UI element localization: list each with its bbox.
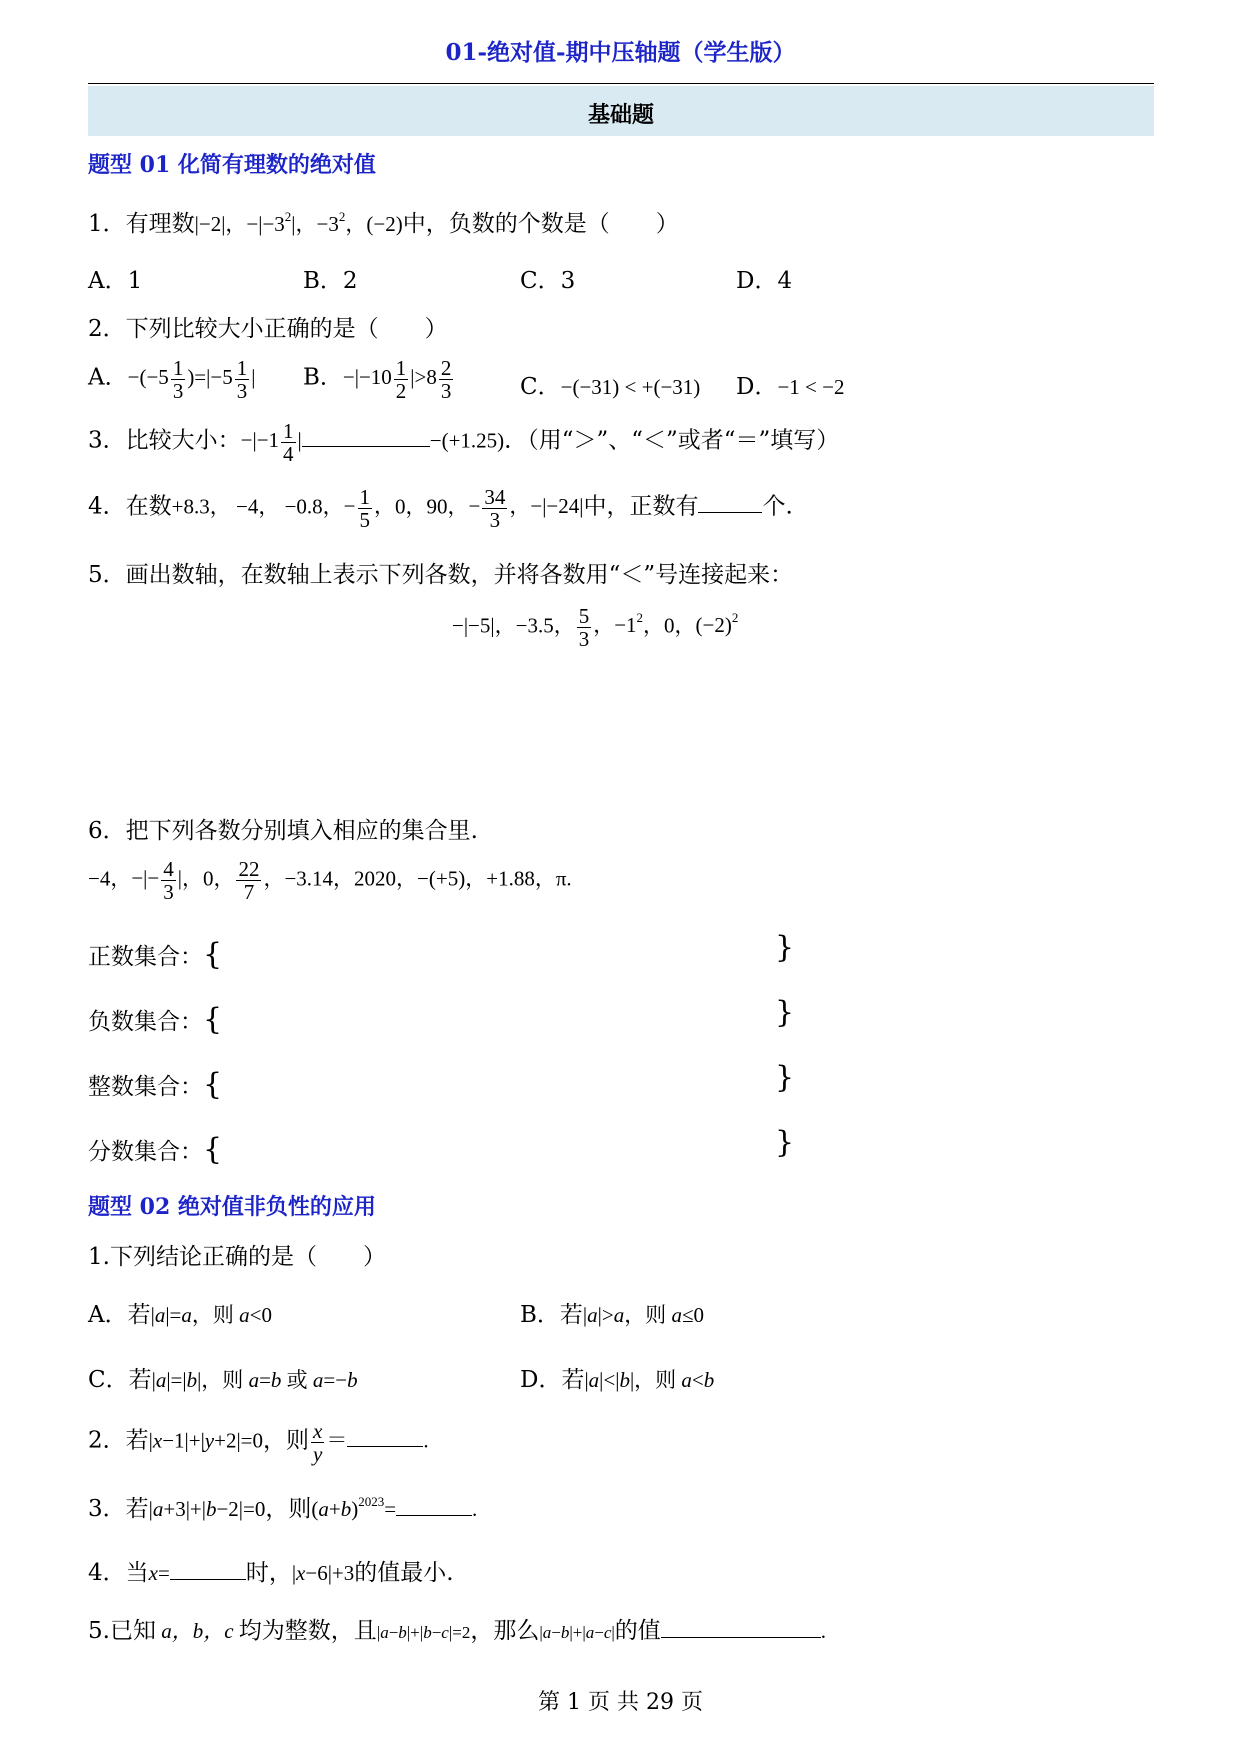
set-integer-label: 整数集合：: [88, 1074, 203, 1100]
q4-nums: +8.3， −4， −0.8，: [171, 494, 344, 519]
s2q3-blank[interactable]: [396, 1497, 472, 1516]
q4-lead: 4．在数: [88, 493, 172, 520]
document-title: 01-绝对值-期中压轴题（学生版）: [445, 39, 796, 66]
question-2-5: [88, 1612, 826, 1645]
question-1-3: [88, 420, 839, 465]
q3-expr: −|−1 $\frac{1}{4}$ |: [240, 419, 302, 467]
s2q5-tail: 的值: [614, 1618, 661, 1644]
s2q1-expr-c: |a|=|b|，则 a=b 或 a=−b: [151, 1368, 358, 1392]
s2q3-power: $(a+b)^{2023}=$: [311, 1494, 397, 1521]
question-1-4: [88, 486, 793, 531]
s2q2-lead: 2．若: [88, 1427, 149, 1454]
q2-expr-c: −(−31) < +(−31): [560, 375, 701, 399]
q4-end: 个.: [762, 493, 793, 520]
set-positive: [88, 937, 222, 972]
s2q5-mid: 均为整数，且: [238, 1618, 377, 1644]
q5-n1: −|−5|，: [452, 613, 516, 638]
q2-option-c: [520, 368, 700, 401]
q5-n4: ，0，: [643, 613, 696, 638]
s2q1-option-d: [520, 1361, 714, 1394]
s2q1-label-c: C．若: [88, 1367, 152, 1393]
q1-option-b: B．2: [303, 268, 358, 294]
set-negative-open-brace: {: [203, 1002, 223, 1037]
q5-n5: $(-2)^2$: [695, 610, 739, 638]
q3-blank[interactable]: [302, 428, 430, 447]
q6-n7: ，+1.88，π.: [465, 866, 572, 891]
q3-lead: 3．比较大小：: [88, 427, 241, 454]
s2q1-expr-d: |a|<|b|，则 a<b: [584, 1368, 715, 1392]
s2q4-expr: |x−6|+3: [291, 1561, 355, 1585]
set-fraction-label: 分数集合：: [88, 1139, 203, 1165]
q5-n3: $\frac{5}{3}$ ，$-1^2$: [578, 604, 644, 652]
set-integer-open-brace: {: [203, 1067, 223, 1102]
q6-n2: −|− $\frac{4}{3}$ |: [131, 857, 182, 905]
question-1-1: [88, 205, 679, 238]
s2q2-end: .: [423, 1428, 429, 1453]
q6-n6: −(+5): [417, 866, 466, 891]
q1-option-c: C．3: [520, 268, 576, 294]
q2-label-b: B．: [303, 364, 343, 391]
q6-n3: ，0，: [181, 866, 235, 891]
q5-numbers: [452, 605, 738, 650]
q2-expr-a: −(−5 $\frac{1}{3}$ )=|−5 $\frac{1}{3}$ |: [127, 356, 256, 404]
s2q4-blank[interactable]: [170, 1561, 246, 1580]
page-footer: 第 1 页 共 29 页: [538, 1690, 703, 1715]
q4-tail: 中，正数有: [583, 493, 699, 520]
s2q3-end: .: [472, 1497, 478, 1521]
q2-label-a: A．: [88, 364, 128, 391]
s2q1-option-b: [520, 1296, 704, 1329]
question-2-2: [88, 1420, 429, 1465]
s2q2-frac: $\frac{x}{y}$ ＝: [313, 1419, 348, 1467]
q5-n2: −3.5，: [515, 613, 575, 638]
s2q5-vars: a，b，c: [155, 1619, 239, 1643]
s2q4-mid: 时，: [245, 1560, 292, 1586]
q4-frac2: − $\frac{34}{3}$ ，−|−24|: [468, 485, 584, 533]
q1-option-d: D．4: [736, 268, 793, 294]
s2q2-expr: |x−1|+|y+2|=0: [148, 1428, 264, 1453]
s2q4-x: x=: [148, 1561, 170, 1585]
q2-option-a: [88, 357, 255, 402]
question-1-5: 5．画出数轴，在数轴上表示下列各数，并将各数用“＜”号连接起来：: [88, 562, 794, 588]
s2q1-option-c: [88, 1361, 358, 1394]
section-banner: [88, 86, 1154, 136]
q1-lead: 1．有理数: [88, 211, 195, 237]
s2q4-lead: 4．当: [88, 1560, 149, 1586]
s2q3-mid: ，则: [265, 1496, 312, 1522]
title-rule: [88, 83, 1154, 84]
q2-option-b: [303, 357, 455, 402]
question-2-4: [88, 1554, 454, 1587]
q2-expr-d: −1 < −2: [777, 375, 845, 399]
q3-tail: ．（用“＞”、“＜”或者“＝”填写）: [504, 427, 840, 454]
q3-mid: −(+1.25): [429, 428, 505, 453]
question-1-2: 2．下列比较大小正确的是（ ）: [88, 316, 448, 342]
s2q1-label-a: A．若: [88, 1302, 151, 1328]
s2q2-mid: ，则: [263, 1427, 310, 1454]
set-positive-label: 正数集合：: [88, 944, 203, 970]
section-heading-1: 题型 01 化简有理数的绝对值: [88, 152, 376, 178]
q6-n4: $\frac{22}{7}$: [238, 857, 260, 905]
s2q5-cond: |a−b|+|b−c|=2: [376, 1623, 471, 1642]
s2q1-label-b: B．若: [520, 1302, 583, 1328]
s2q5-target: |a−b|+|a−c|: [539, 1623, 615, 1642]
s2q5-blank[interactable]: [661, 1619, 821, 1638]
s2q3-lead: 3．若: [88, 1496, 149, 1522]
set-fraction: [88, 1132, 222, 1167]
q1-tail: 中，负数的个数是（ ）: [402, 211, 679, 237]
s2q2-blank[interactable]: [347, 1428, 423, 1447]
s2q3-expr: |a+3|+|b−2|=0: [148, 1497, 266, 1521]
q2-label-d: D．: [736, 374, 778, 400]
q6-numbers: [88, 858, 572, 903]
q6-n5: ，−3.14，2020，: [263, 866, 418, 891]
set-fraction-open-brace: {: [203, 1132, 223, 1167]
question-2-3: [88, 1490, 477, 1523]
question-1-6: 6．把下列各数分别填入相应的集合里.: [88, 818, 478, 844]
q6-n1: −4，: [88, 866, 132, 891]
s2q1-expr-b: |a|>a，则 a≤0: [582, 1303, 704, 1327]
set-integer: [88, 1067, 222, 1102]
s2q1-option-a: [88, 1296, 272, 1329]
q4-frac1: − $\frac{1}{5}$ ，: [343, 485, 396, 533]
q1-expr: |−2|，$-|-3^2|$，$-3^2$，(−2): [194, 209, 403, 236]
s2q1-expr-a: |a|=a，则 a<0: [150, 1303, 272, 1327]
s2q5-mid2: ，那么: [470, 1618, 540, 1644]
s2q4-tail: 的值最小.: [354, 1560, 454, 1586]
set-integer-close-brace: }: [775, 1060, 795, 1095]
s2q1-label-d: D．若: [520, 1367, 585, 1393]
q4-blank[interactable]: [698, 494, 762, 513]
q2-option-d: [736, 368, 844, 401]
q4-mid: 0，90，: [395, 494, 469, 519]
q2-expr-b: −|−10 $\frac{1}{2}$ |>8 $\frac{2}{3}$: [342, 356, 452, 404]
set-negative-label: 负数集合：: [88, 1009, 203, 1035]
set-negative-close-brace: }: [775, 995, 795, 1030]
banner-text: 基础题: [587, 102, 654, 128]
question-2-1: 1.下列结论正确的是（ ）: [88, 1244, 386, 1270]
q2-label-c: C．: [520, 374, 561, 400]
s2q5-lead: 5.已知: [88, 1618, 156, 1644]
set-positive-open-brace: {: [203, 937, 223, 972]
set-positive-close-brace: }: [775, 930, 795, 965]
set-negative: [88, 1002, 222, 1037]
set-fraction-close-brace: }: [775, 1125, 795, 1160]
section-heading-2: 题型 02 绝对值非负性的应用: [88, 1194, 376, 1220]
q1-option-a: A．1: [88, 268, 143, 294]
s2q5-end: .: [820, 1619, 827, 1643]
